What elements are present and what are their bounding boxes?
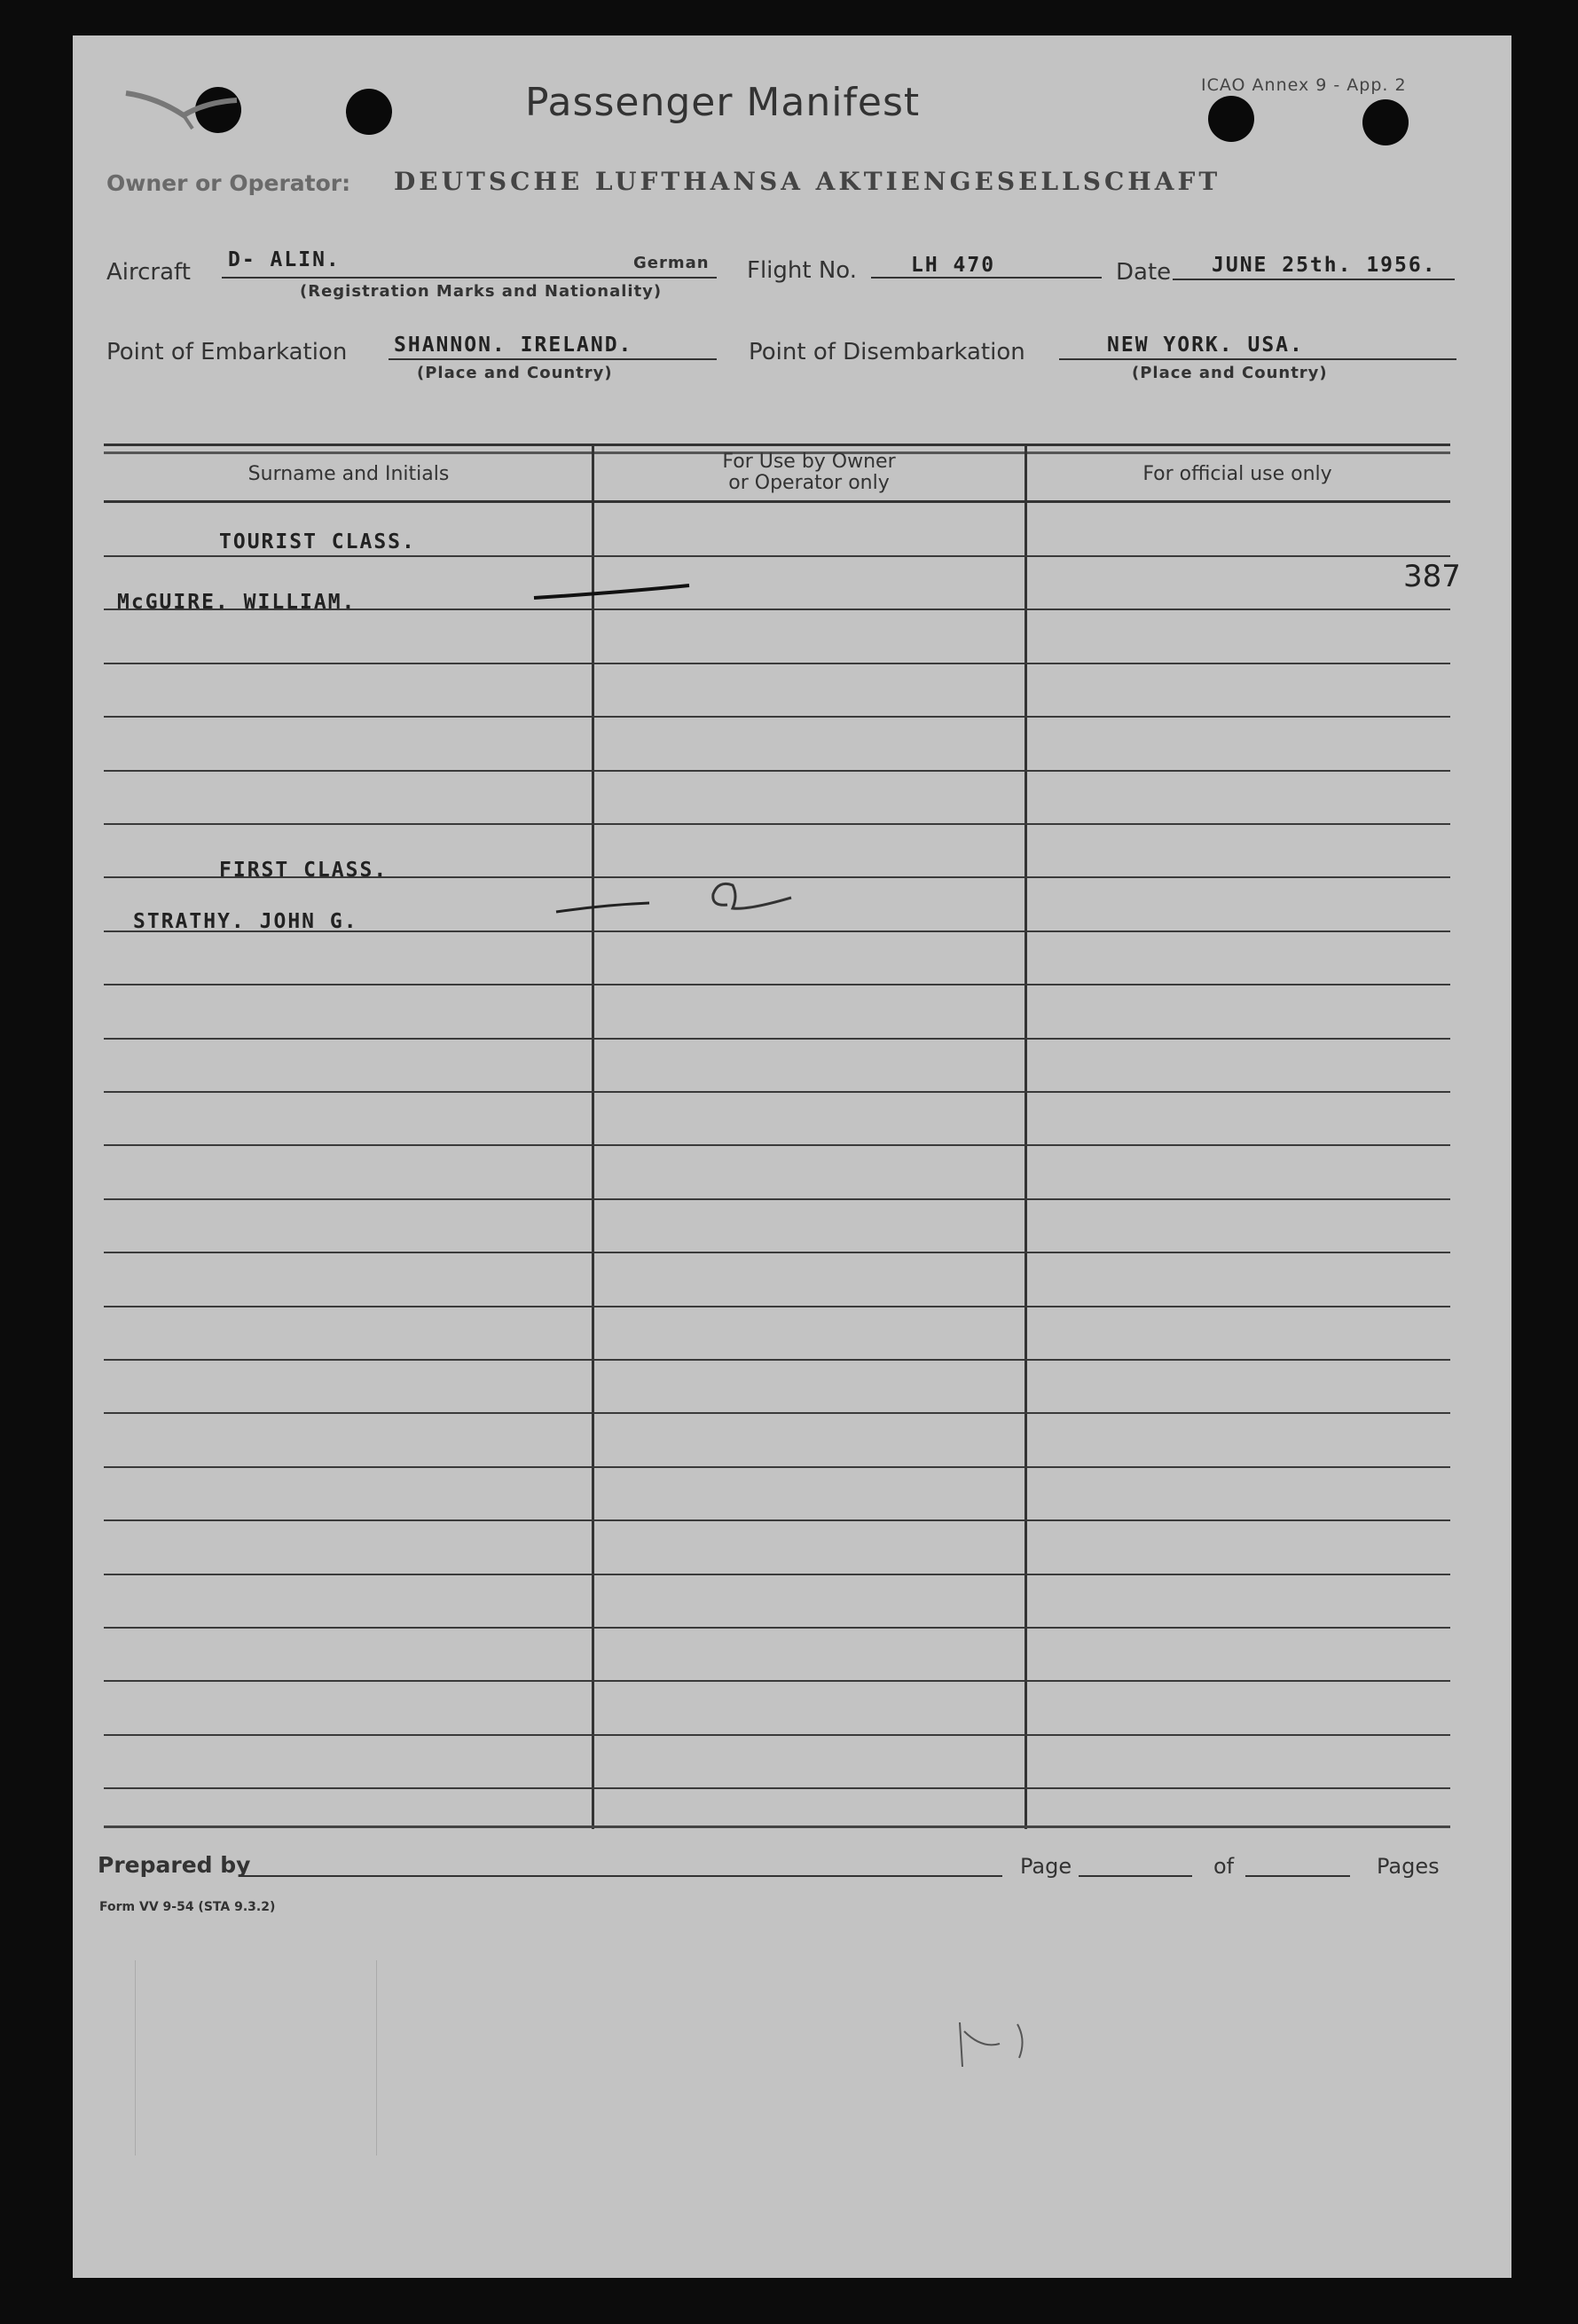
embarkation-underline — [389, 358, 717, 360]
table-row — [104, 1466, 1450, 1468]
punch-hole — [346, 89, 392, 135]
embarkation-value: SHANNON. IRELAND. — [394, 334, 633, 357]
official-stamp-number: 387 — [1403, 559, 1461, 594]
flight-underline — [871, 277, 1102, 279]
date-value: JUNE 25th. 1956. — [1212, 254, 1437, 277]
manifest-page — [73, 35, 1511, 2278]
table-row — [104, 770, 1450, 772]
table-row — [104, 1734, 1450, 1736]
table-row — [104, 1412, 1450, 1414]
table-row — [104, 1252, 1450, 1253]
table-row — [104, 823, 1450, 825]
tick-mark-icon — [530, 571, 769, 607]
col-divider — [592, 445, 594, 1829]
table-row — [104, 1091, 1450, 1093]
table-row — [104, 1574, 1450, 1575]
pencil-mark-icon — [955, 2005, 1035, 2076]
disembarkation-sublabel: (Place and Country) — [1132, 364, 1328, 382]
disembarkation-underline — [1059, 358, 1456, 360]
table-row — [104, 1144, 1450, 1146]
aircraft-label: Aircraft — [106, 259, 191, 286]
faint-mark — [135, 1960, 136, 2155]
first-class-heading: FIRST CLASS. — [219, 859, 389, 882]
col-header-official: For official use only — [1142, 463, 1332, 485]
date-underline — [1173, 279, 1455, 280]
passenger-row-2: STRATHY. JOHN G. — [133, 910, 358, 933]
flight-label: Flight No. — [747, 257, 858, 284]
table-row — [104, 984, 1450, 985]
table-row — [104, 1787, 1450, 1789]
page-title: Passenger Manifest — [525, 80, 921, 125]
owner-label: Owner or Operator: — [106, 170, 351, 196]
owner-value: DEUTSCHE LUFTHANSA AKTIENGESELLSCHAFT — [394, 167, 1221, 196]
airline-logo-icon — [122, 75, 246, 137]
embarkation-label: Point of Embarkation — [106, 339, 348, 365]
form-reference: ICAO Annex 9 - App. 2 — [1201, 75, 1407, 95]
of-line — [1245, 1875, 1350, 1877]
initial-mark-icon — [694, 869, 809, 931]
pages-label: Pages — [1377, 1854, 1440, 1879]
table-row — [104, 1627, 1450, 1629]
aircraft-underline — [222, 277, 717, 279]
faint-mark — [376, 1960, 377, 2155]
header-bottom-rule — [104, 500, 1450, 503]
punch-hole — [1362, 99, 1409, 145]
page-label: Page — [1020, 1854, 1072, 1879]
disembarkation-label: Point of Disembarkation — [749, 339, 1025, 365]
table-row — [104, 1519, 1450, 1521]
aircraft-sublabel: (Registration Marks and Nationality) — [300, 282, 663, 301]
table-row — [104, 555, 1450, 557]
table-row — [104, 663, 1450, 664]
tourist-class-heading: TOURIST CLASS. — [219, 530, 416, 554]
date-label: Date — [1116, 259, 1172, 286]
of-label: of — [1213, 1854, 1235, 1879]
aircraft-value: D- ALIN. — [228, 248, 341, 271]
col-header-surname: Surname and Initials — [247, 463, 450, 485]
table-row — [104, 1306, 1450, 1307]
table-row — [104, 1359, 1450, 1361]
punch-hole — [1208, 96, 1254, 142]
form-code: Form VV 9-54 (STA 9.3.2) — [99, 1900, 276, 1914]
flight-value: LH 470 — [911, 254, 996, 277]
aircraft-nationality: German — [633, 254, 710, 272]
disembarkation-value: NEW YORK. USA. — [1107, 334, 1304, 357]
tick-mark-icon — [552, 887, 658, 923]
table-bottom-rule — [104, 1825, 1450, 1828]
embarkation-sublabel: (Place and Country) — [417, 364, 613, 382]
table-row — [104, 1038, 1450, 1040]
page-line — [1079, 1875, 1192, 1877]
prepared-by-label: Prepared by — [98, 1852, 251, 1878]
prepared-by-line — [239, 1875, 1002, 1877]
table-row — [104, 716, 1450, 718]
col-divider — [1025, 445, 1027, 1829]
col-header-owner-line1: For Use by Owner — [722, 451, 896, 473]
table-row — [104, 1198, 1450, 1200]
col-header-owner-line2: or Operator only — [728, 472, 890, 494]
table-row — [104, 1680, 1450, 1682]
passenger-row-1: McGUIRE. WILLIAM. — [117, 591, 357, 614]
